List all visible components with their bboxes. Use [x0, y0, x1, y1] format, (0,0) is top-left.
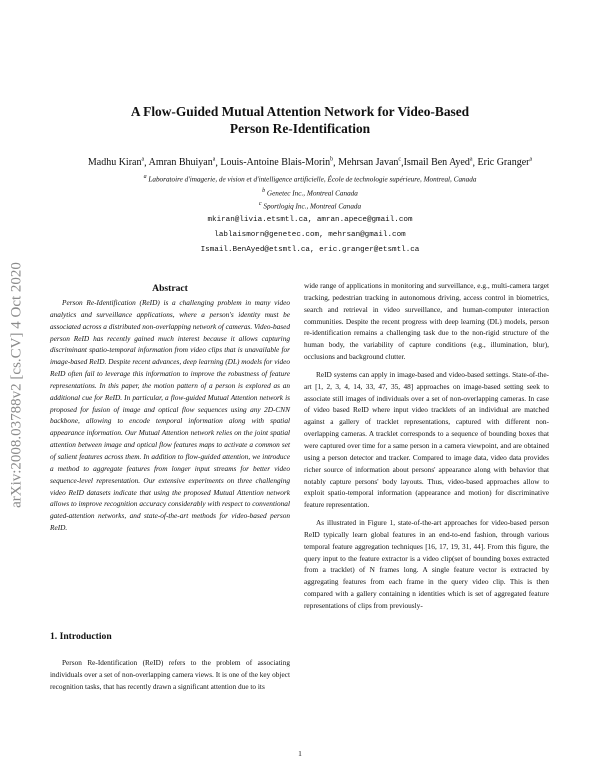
page-number: 1 [298, 749, 302, 758]
author: Eric Granger$^a$ [477, 157, 533, 169]
arxiv-stamp: arXiv:2008.03788v2 [cs.CV] 4 Oct 2020 [8, 262, 25, 508]
introduction-body: Person Re-Identification (ReID) refers to the problem of associating individuals over a set of non-overlapping camera views. It is one of the key object recognition tasks, that has recently drawn a significant attention due to its [50, 658, 290, 691]
author: Madhu Kiran$^a$ [87, 157, 145, 169]
email-line: lablaismorn@genetec.com, mehrsan@gmail.com [214, 231, 406, 239]
title-line-1: A Flow-Guided Mutual Attention Network for Video-Based [130, 104, 470, 119]
paragraph: ReID systems can apply in image-based and video-based settings. State-of-the-art [1, 2, 3, 4, 14, 33, 47, 35, 48] approaches on image-based setting seek to associate still images of individuals over a set of non-overlapping cameras. In case of video based ReID where input video tracklets of an individual are matched against a gallery of tracklet representations, captured with different non-overlapping cameras. A tracklet corresponds to a sequence of bounding boxes that were captured over time for a same person in a camera viewpoint, and are obtained using a person detector and tracker. Compared to image data, video data provides richer source of information about persons' appearance along with behavior that notably capture persons' body layouts. Thus, video-based approaches allow to exploit spatio-temporal information (appearance and motion) for discriminative feature representation. [304, 369, 549, 510]
author: Ismail Ben Ayed$^a$ [403, 157, 473, 169]
introduction-heading: 1. Introduction [50, 631, 112, 642]
paragraph: As illustrated in Figure 1, state-of-the-art approaches for video-based person ReID typically learn global features in an end-to-end fashion, through various temporal feature aggregation techniques [16, 17, 19, 31, 44]. From this figure, the query input to the feature extractor is a video clip(set of bounding boxes extracted from a tracklet) of N frames long. A single feature vector is extracted by aggregating features from each frame in the query video clip. This is then compared with a gallery containing n identities which is set of aggregated feature representations of clips from previously- [304, 518, 549, 610]
author: Mehrsan Javan$^c$ [338, 157, 402, 169]
abstract-body: Person Re-Identification (ReID) is a challenging problem in many video analytics and surveillance applications, where a person's identity must be associated across a distributed non-overlapping network of cameras. Video-based person ReID has recently gained much interest because it allows capturing discriminant spatio-temporal information from video clips that is unavailable for image-based ReID. Despite recent advances, deep learning (DL) models for video ReID often fail to leverage this information to improve the robustness of feature representations. In this paper, the motion pattern of a person is explored as an additional cue for ReID. In particular, a flow-guided Mutual Attention network is proposed for fusion of image and optical flow sequences using any 2D-CNN backbone, allowing to encode temporal information along with spatial appearance information. Our Mutual Attention network relies on the joint spatial attention between image and optical flow features maps to activate a common set of salient features across them. In addition to flow-guided attention, we introduce a method to aggregate features from longer input streams for better video sequence-level representation. Our extensive experiments on three challenging video ReID datasets indicate that using the proposed Mutual Attention network allows to improve recognition accuracy considerably with respect to conventional gated-attention networks, and state-of-the-art methods for video-based person ReID. [50, 298, 290, 533]
affiliation: $^a$ Laboratoire d'imagerie, de vision et d'intelligence artificielle, École de technologie supérieure, Montreal, Canada [143, 174, 477, 184]
affiliation: $^b$ Genetec Inc., Montreal Canada [262, 188, 358, 198]
email-line: mkiran@livia.etsmtl.ca, amran.apece@gmail.com [207, 216, 413, 224]
email-line: Ismail.BenAyed@etsmtl.ca, eric.granger@etsmtl.ca [200, 246, 420, 254]
title-line-2: Person Re-Identification [229, 121, 371, 136]
author: Louis-Antoine Blais-Morin$^b$ [220, 157, 334, 169]
right-column [304, 280, 549, 618]
paper-title [80, 103, 520, 137]
author: Amran Bhuiyan$^a$ [148, 157, 216, 169]
abstract-heading: Abstract [152, 283, 188, 294]
affiliation: $^c$ Sportlogiq Inc., Montreal Canada [258, 201, 362, 211]
author-list: Madhu Kiran$^a$, Amran Bhuiyan$^a$, Louis-Antoine Blais-Morin$^b$, Mehrsan Javan$^c$,Ismail Ben Ayed$^a$, Eric Granger$^a$ [87, 157, 533, 169]
paragraph: wide range of applications in monitoring and surveillance, e.g., multi-camera target tracking, pedestrian tracking in autonomous driving, access control in biometrics, search and retrieval in video surveillance, and human-computer interaction communities. Despite the recent progress with deep learning (DL) models, person re-identification remains a challenging task due to the non-rigid structure of the human body, the variability of capture conditions (e.g., illumination, blur), occlusions and background clutter. [304, 281, 549, 362]
